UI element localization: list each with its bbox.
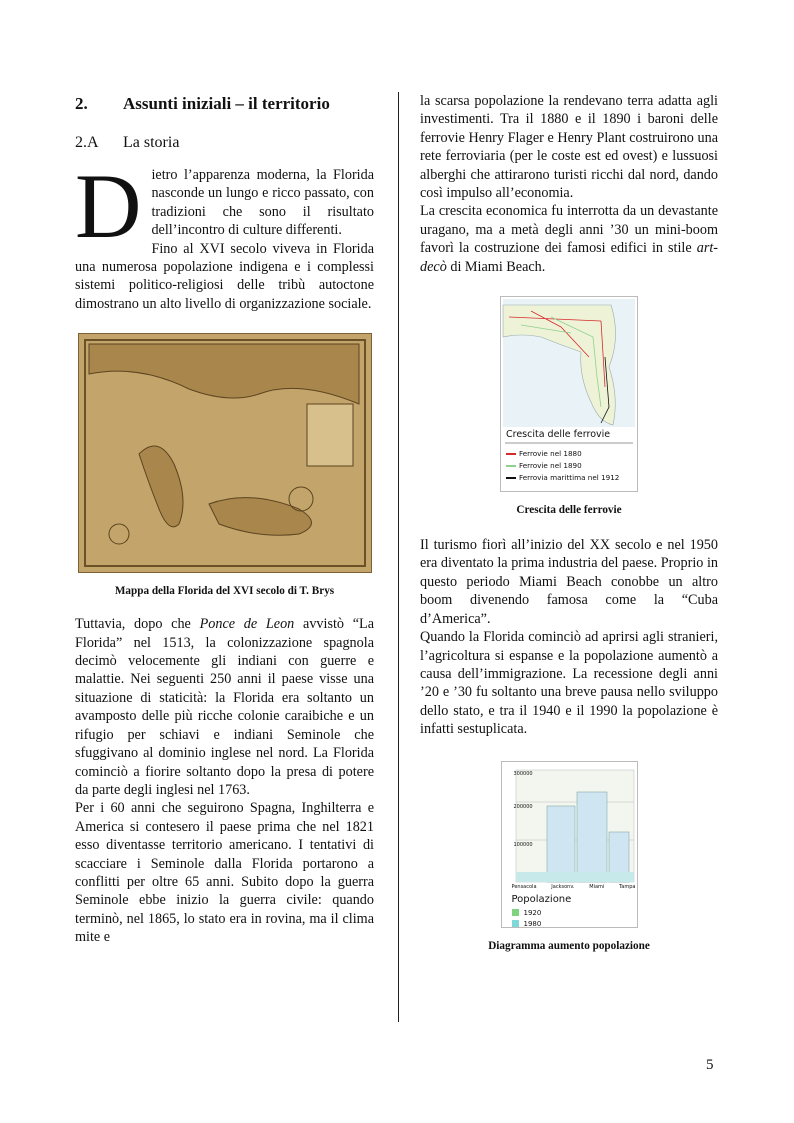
- column-divider: [398, 92, 399, 1022]
- paragraph-population: Quando la Florida cominciò ad aprirsi agli stranieri, l’agricoltura si espanse e la popolazione aumentò a causa dell’immigrazione. La recessione degli anni ’20 e ’30 fu soltanto una breve pausa nello sviluppo dello stato, e tra il 1940 e il 1990 la popolazione è infatti sestuplicata.: [420, 629, 718, 738]
- legend-swatch: [512, 909, 519, 916]
- legend-swatch: [506, 453, 516, 455]
- paragraph-railroad: la scarsa popolazione la rendevano terra adatta agli investimenti. Tra il 1880 e il 1890 i baroni delle ferrovie Henry Flager e Henry Plant costruirono una rete ferroviaria (per le coste est ed ovest) e lussuosi alberghi che attirarono turisti ricchi dal nord, dando così impulso all’economia.: [420, 93, 718, 202]
- legend-label: 1920: [523, 908, 542, 917]
- pop-categories: [512, 884, 636, 890]
- intro-paragraph: [75, 155, 374, 257]
- colonization-text-a: Tuttavia, dopo che: [75, 616, 200, 633]
- population-figure: [420, 761, 718, 952]
- pop-category-label: Miami: [589, 883, 605, 890]
- left-column: [75, 92, 374, 947]
- colonization-text-b: avvistò “La Florida” nel 1513, la colonizzazione spagnola decimò velocemente gli indiani con guerre e malattie. Nei seguenti 250 anni il paese visse una situazione di staticità: la Florida era soltanto un avamposto delle più ricche colonie caraibiche e un rifugio per schiavi e indiani Seminole che sfuggivano al dominio inglese nel nord. La Florida cominciò a fiorire soltanto dopo la presa di potere da parte degli inglesi nel 1763.: [75, 616, 374, 798]
- paragraph-indigenous: Fino al XVI secolo viveva in Florida una numerosa popolazione indigena e i complessi sistemi politico-religiosi delle tribù autoctone dimostrano un alto livello di organizzazione sociale.: [75, 240, 374, 312]
- railroad-legend-item: [506, 449, 619, 458]
- paragraph-contest: Per i 60 anni che seguirono Spagna, Inghilterra e America si contesero il paese prima che nel 1821 esso diventasse territorio americano. I tentativi di scacciare i Seminole dalla Florida portarono a conflitti per oltre 65 anni. Subito dopo la guerra Seminole ebbe inizio la guerra civile: quando terminò, nel 1865, lo stato era in rovina, ma il clima mite e: [75, 800, 374, 946]
- legend-swatch: [506, 477, 516, 479]
- pop-category-label: Jacksonv.: [551, 883, 575, 890]
- population-title: Popolazione: [511, 893, 572, 905]
- railroad-legend-item: [506, 473, 619, 482]
- legend-swatch: [506, 465, 516, 467]
- railroad-legend: [506, 449, 619, 485]
- legend-label: Ferrovie nel 1880: [519, 449, 582, 459]
- drop-cap: D: [75, 155, 142, 257]
- pop-tick-low: 100000: [513, 841, 533, 848]
- population-legend-item: [512, 909, 542, 917]
- section-number: 2.: [75, 94, 88, 113]
- legend-swatch: [512, 920, 519, 927]
- population-legend: [512, 909, 542, 931]
- ponce-de-leon: Ponce de Leon: [199, 616, 295, 633]
- antique-map-image: [78, 333, 372, 573]
- subsection-title: La storia: [123, 134, 180, 151]
- population-legend-item: [512, 920, 542, 928]
- artdeco-text-b: di Miami Beach.: [446, 258, 546, 275]
- subsection-number: 2.A: [75, 134, 99, 151]
- artdeco-text-a: La crescita economica fu interrotta da un devastante uragano, ma a metà degli anni ’30 un mini-boom favorì la costruzione dei famosi edifici in stile: [420, 203, 718, 257]
- population-chart: [502, 762, 637, 892]
- section-title: Assunti iniziali – il territorio: [123, 94, 330, 113]
- page-number: 5: [706, 1057, 714, 1073]
- pop-tick-mid: 200000: [513, 803, 533, 810]
- paragraph-colonization: [75, 615, 374, 799]
- subsection-heading: [75, 134, 374, 152]
- intro-text: ietro l’apparenza moderna, la Florida nasconde un lungo e ricco passato, con tradizioni che sono il risultato dell’incontro di culture differenti.: [151, 167, 374, 239]
- legend-label: Ferrovie nel 1890: [519, 461, 582, 471]
- section-heading: [75, 94, 374, 114]
- legend-label: Ferrovia marittima nel 1912: [519, 473, 620, 483]
- legend-label: 1980: [523, 919, 542, 928]
- paragraph-artdeco: [420, 202, 718, 276]
- map-caption: Mappa della Florida del XVI secolo di T. Brys: [114, 585, 335, 598]
- railroad-legend-item: [506, 461, 619, 470]
- right-column: [420, 92, 718, 952]
- pop-tick-top: 300000: [513, 770, 533, 777]
- pop-category-label: Pensacola: [511, 883, 537, 890]
- paragraph-tourism: Il turismo fiorì all’inizio del XX secolo e nel 1950 era diventato la prima industria del paese. Proprio in questo periodo Miami Beach conobbe un altro boom divenendo famosa come la “Cuba d’America”.: [420, 537, 718, 627]
- railroad-map-image: [500, 296, 638, 492]
- map-illustration: [79, 334, 371, 572]
- railroad-map-title: Crescita delle ferrovie: [506, 429, 611, 441]
- railroad-caption: Crescita delle ferrovie: [516, 504, 622, 517]
- map-figure: [75, 333, 374, 597]
- railroad-figure: [420, 296, 718, 516]
- population-caption: Diagramma aumento popolazione: [488, 939, 650, 952]
- pop-category-label: Tampa: [619, 883, 636, 890]
- population-chart-image: [501, 761, 638, 928]
- art-deco: art-decò: [420, 240, 718, 275]
